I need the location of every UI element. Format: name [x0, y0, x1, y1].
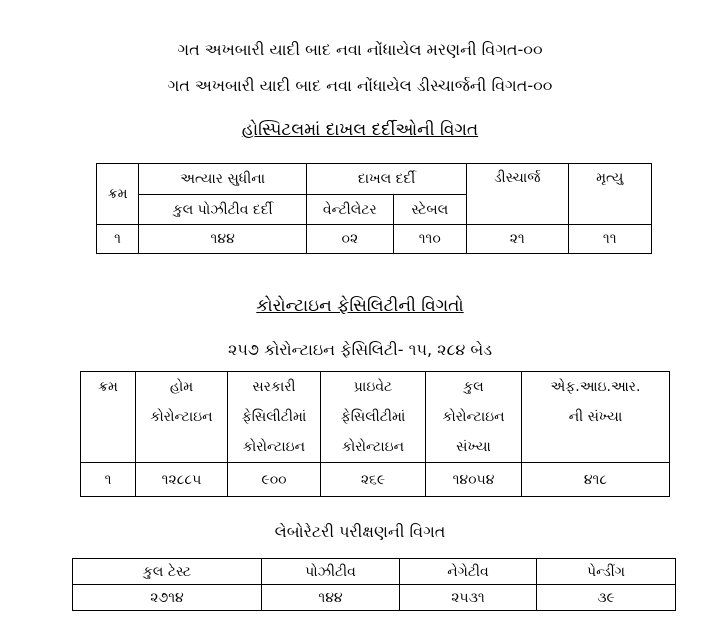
quarantine-table — [80, 371, 670, 497]
hospital-serial-header: ક્રમ — [97, 164, 139, 225]
table-row — [97, 225, 652, 254]
lab-table — [72, 558, 676, 611]
quarantine-fir: ૪૧૮ — [522, 463, 670, 497]
hospital-stable-header: સ્ટેબલ — [393, 195, 466, 225]
quarantine-private: ૨૬૯ — [321, 463, 426, 497]
hospital-ventilator-header: વેન્ટીલેટર — [307, 195, 393, 225]
quarantine-total: ૧૪૦૫૪ — [426, 463, 522, 497]
hospital-table — [96, 163, 652, 254]
quarantine-serial-header: ક્રમ — [81, 372, 136, 463]
hospital-ventilator: ૦૨ — [307, 225, 393, 254]
lab-pending-header: પેન્ડીંગ — [537, 559, 676, 585]
table-row — [73, 585, 676, 611]
hospital-serial: ૧ — [97, 225, 139, 254]
lab-section-title: લેબોરેટરી પરીક્ષણની વિગત — [274, 522, 446, 541]
hospital-death-header: મૃત્યુ — [568, 164, 651, 225]
quarantine-section-title: કોરોન્ટાઇન ફેસિલિટીની વિગતો — [256, 296, 464, 316]
quarantine-private-header: પ્રાઇવેટ ફેસિલીટીમાં કોરોન્ટાઇન — [321, 372, 426, 463]
quarantine-home: ૧૨૮૮૫ — [136, 463, 228, 497]
hospital-discharge-header: ડીસ્ચાર્જ — [466, 164, 568, 225]
lab-negative-header: નેગેટીવ — [400, 559, 537, 585]
hospital-total-header-line2: કુલ પોઝીટીવ દર્દી — [139, 195, 307, 225]
hospital-total-header: અત્યાર સુધીના — [139, 164, 307, 195]
quarantine-fir-header: એફ.આઇ.આર. ની સંખ્યા — [522, 372, 670, 463]
lab-negative: ૨૫૩૧ — [400, 585, 537, 611]
hospital-total: ૧૪૪ — [139, 225, 307, 254]
lab-pending: ૩૯ — [537, 585, 676, 611]
lab-total-tests: ૨૭૧૪ — [73, 585, 262, 611]
hospital-discharge: ૨૧ — [466, 225, 568, 254]
new-deaths-line: ગત અખબારી યાદી બાદ નવા નોંધાયેલ મરણની વિગત-૦૦ — [177, 40, 543, 59]
quarantine-home-header: હોમ કોરોન્ટાઇન — [136, 372, 228, 463]
hospital-death: ૧૧ — [568, 225, 651, 254]
quarantine-serial: ૧ — [81, 463, 136, 497]
new-discharge-line: ગત અખબારી યાદી બાદ નવા નોંધાયેલ ડીસ્ચાર્જની વિગત-૦૦ — [167, 76, 553, 95]
quarantine-total-header: કુલ કોરોન્ટાઇન સંખ્યા — [426, 372, 522, 463]
hospital-admitted-header: દાખલ દર્દી — [307, 164, 467, 195]
quarantine-subtitle: ૨૫૭ કોરોન્ટાઇન ફેસિલિટી- ૧૫, ૨૮૪ બેડ — [227, 340, 493, 359]
quarantine-govt: ૯૦૦ — [228, 463, 321, 497]
hospital-section-title: હોસ્પિટલમાં દાખલ દર્દીઓની વિગત — [241, 120, 479, 140]
quarantine-govt-header: સરકારી ફેસિલીટીમાં કોરોન્ટાઇન — [228, 372, 321, 463]
lab-positive: ૧૪૪ — [262, 585, 400, 611]
table-row — [81, 463, 670, 497]
lab-positive-header: પોઝીટીવ — [262, 559, 400, 585]
hospital-stable: ૧૧૦ — [393, 225, 466, 254]
lab-total-tests-header: કુલ ટેસ્ટ — [73, 559, 262, 585]
